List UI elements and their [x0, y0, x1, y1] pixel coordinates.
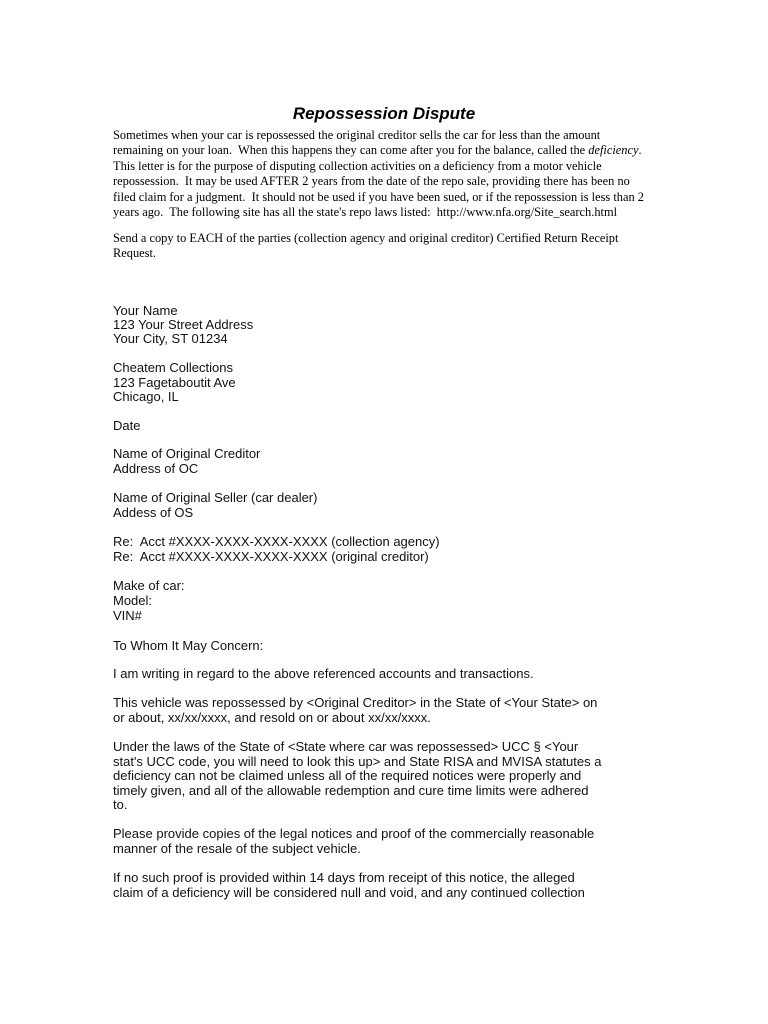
letter-line: Address of OC — [113, 461, 199, 476]
letter-line: Your Name — [113, 303, 178, 318]
intro-line — [113, 143, 642, 158]
letter-line: Please provide copies of the legal notices and proof of the commercially reasonable — [113, 826, 595, 841]
letter-line: deficiency can not be claimed unless all of the required notices were properly and — [113, 768, 582, 783]
letter-line: Under the laws of the State of <State where car was repossessed> UCC § <Your — [113, 739, 579, 754]
intro-line: filed claim for a judgment. It should not be used if you have been sued, or if the repossession is less than 2 — [113, 190, 644, 204]
letter-line: If no such proof is provided within 14 days from receipt of this notice, the alleged — [113, 870, 575, 885]
intro-line: Sometimes when your car is repossessed the original creditor sells the car for less than the amount — [113, 128, 601, 142]
intro-line: This letter is for the purpose of disputing collection activities on a deficiency from a motor vehicle — [113, 159, 602, 173]
letter-line: Chicago, IL — [113, 389, 179, 404]
send-line: Send a copy to EACH of the parties (collection agency and original creditor) Certified Return Receipt — [113, 231, 619, 245]
letter-line: VIN# — [113, 608, 142, 623]
letter-line: Re: Acct #XXXX-XXXX-XXXX-XXXX (collection agency) — [113, 534, 440, 549]
intro-line: years ago. The following site has all the state's repo laws listed: http://www.nfa.org/Site_search.html — [113, 205, 618, 219]
letter-line: Make of car: — [113, 578, 185, 593]
intro-line: repossession. It may be used AFTER 2 years from the date of the repo sale, providing there has been no — [113, 174, 630, 188]
letter-line: Model: — [113, 593, 153, 608]
letter-line: To Whom It May Concern: — [113, 638, 264, 653]
letter-line: manner of the resale of the subject vehicle. — [113, 841, 361, 856]
send-line: Request. — [113, 246, 157, 260]
letter-line: timely given, and all of the allowable redemption and cure time limits were adhered — [113, 783, 589, 798]
letter-line: Name of Original Creditor — [113, 446, 261, 461]
letter-line: Cheatem Collections — [113, 360, 233, 375]
intro-end: . — [638, 143, 642, 157]
letter-line: 123 Fagetaboutit Ave — [113, 375, 236, 390]
letter-line: Date — [113, 418, 141, 433]
letter-line: or about, xx/xx/xxxx, and resold on or about xx/xx/xxxx. — [113, 710, 431, 725]
letter-line: Re: Acct #XXXX-XXXX-XXXX-XXXX (original creditor) — [113, 549, 429, 564]
letter-line: to. — [113, 797, 128, 812]
intro-text: remaining on your loan. When this happens they can come after you for the balance, called the — [113, 143, 589, 157]
letter-line: Name of Original Seller (car dealer) — [113, 490, 318, 505]
intro-italic: deficiency — [588, 143, 639, 157]
letter-line: 123 Your Street Address — [113, 317, 254, 332]
letter-line: This vehicle was repossessed by <Original Creditor> in the State of <Your State> on — [113, 695, 598, 710]
letter-line: Your City, ST 01234 — [113, 331, 228, 346]
letter-line: stat's UCC code, you will need to look this up> and State RISA and MVISA statutes a — [113, 754, 602, 769]
letter-line: claim of a deficiency will be considered null and void, and any continued collection — [113, 885, 585, 900]
letter-line: Addess of OS — [113, 505, 194, 520]
letter-line: I am writing in regard to the above referenced accounts and transactions. — [113, 666, 534, 681]
page-title: Repossession Dispute — [292, 104, 476, 123]
